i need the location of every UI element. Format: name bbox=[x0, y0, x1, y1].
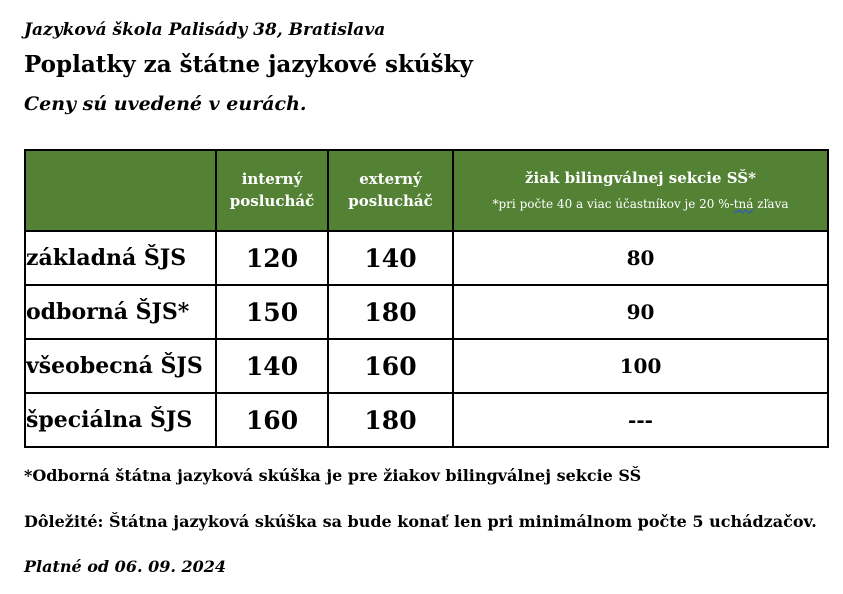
header-internal-line2: poslucháč bbox=[229, 191, 315, 210]
table-row bbox=[25, 285, 828, 339]
table-row bbox=[25, 393, 828, 447]
school-name: Jazyková škola Palisády 38, Bratislava bbox=[24, 20, 386, 40]
external-price: 160 bbox=[328, 339, 453, 393]
internal-price: 140 bbox=[216, 339, 328, 393]
exam-name: odborná ŠJS* bbox=[25, 285, 216, 339]
bilingual-price: 100 bbox=[453, 339, 828, 393]
important-notice: Dôležité: Štátna jazyková skúška sa bude konať len pri minimálnom počte 5 uchádzačov. bbox=[24, 512, 817, 531]
external-price: 180 bbox=[328, 285, 453, 339]
table-header-row bbox=[25, 150, 828, 231]
internal-price: 160 bbox=[216, 393, 328, 447]
bilingual-price: 90 bbox=[453, 285, 828, 339]
header-bilingual-student bbox=[453, 150, 828, 231]
exam-name: všeobecná ŠJS bbox=[25, 339, 216, 393]
internal-price: 150 bbox=[216, 285, 328, 339]
price-currency-note: Ceny sú uvedené v eurách. bbox=[24, 93, 307, 115]
header-external-student bbox=[328, 150, 453, 231]
table-row bbox=[25, 339, 828, 393]
external-price: 180 bbox=[328, 393, 453, 447]
external-price: 140 bbox=[328, 231, 453, 285]
header-external-line1: externý bbox=[359, 169, 422, 188]
footnote: *Odborná štátna jazyková skúška je pre žiakov bilingválnej sekcie SŠ bbox=[24, 466, 642, 485]
bilingual-note-spellcheck-word: tná bbox=[733, 196, 754, 211]
header-exam-type bbox=[25, 150, 216, 231]
page-title: Poplatky za štátne jazykové skúšky bbox=[24, 51, 473, 78]
internal-price: 120 bbox=[216, 231, 328, 285]
header-external-line2: poslucháč bbox=[348, 191, 433, 210]
bilingual-price: --- bbox=[453, 393, 828, 447]
table-row bbox=[25, 231, 828, 285]
exam-name: základná ŠJS bbox=[25, 231, 216, 285]
header-internal-line1: interný bbox=[241, 169, 303, 188]
exam-name: špeciálna ŠJS bbox=[25, 393, 216, 447]
valid-from-date: Platné od 06. 09. 2024 bbox=[24, 557, 227, 576]
header-internal-student bbox=[216, 150, 328, 231]
bilingual-discount-note bbox=[454, 196, 827, 213]
bilingual-note-text: *pri počte 40 a viac účastníkov je 20 %- bbox=[492, 196, 734, 211]
fees-table bbox=[24, 149, 829, 448]
bilingual-price: 80 bbox=[453, 231, 828, 285]
header-bilingual-label: žiak bilingválnej sekcie SŠ* bbox=[525, 168, 756, 187]
bilingual-note-tail: zľava bbox=[753, 196, 789, 211]
